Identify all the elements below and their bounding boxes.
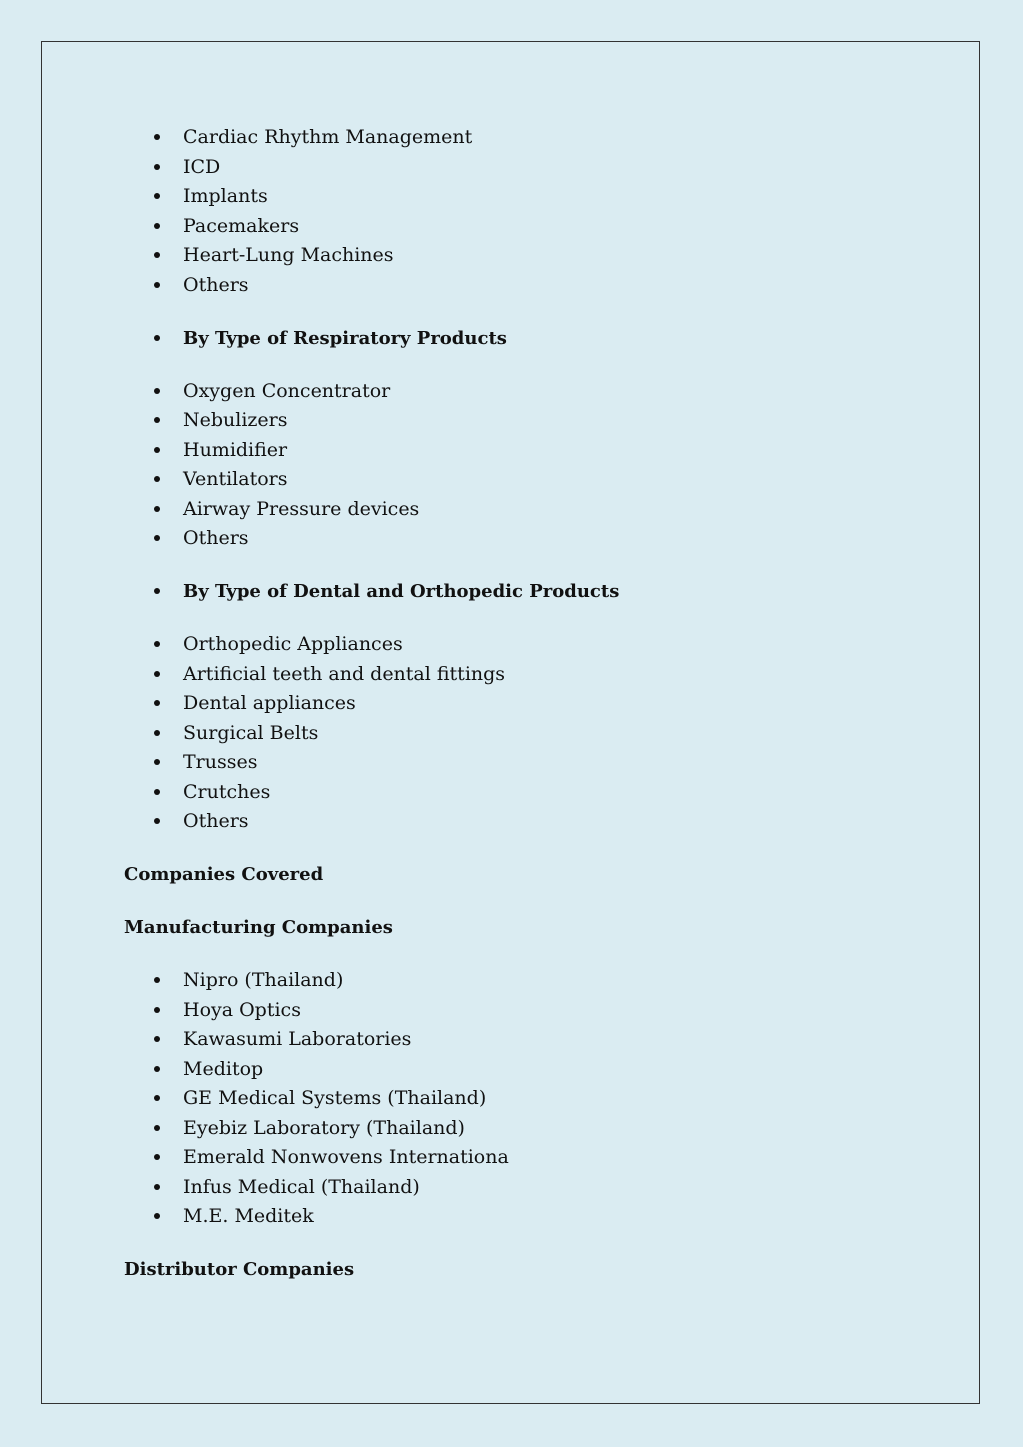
- list-item: Orthopedic Appliances: [154, 629, 403, 659]
- list-item: Oxygen Concentrator: [154, 376, 390, 406]
- list-item: Implants: [154, 181, 268, 211]
- bullet-icon: [154, 671, 160, 677]
- bullet-icon: [154, 388, 160, 394]
- list-item: Nipro (Thailand): [154, 965, 343, 995]
- list-item: Emerald Nonwovens Internationa: [154, 1142, 509, 1172]
- list-item: Eyebiz Laboratory (Thailand): [154, 1113, 465, 1143]
- bullet-icon: [154, 193, 160, 199]
- list-item: Crutches: [154, 777, 270, 807]
- list-item: Airway Pressure devices: [154, 494, 419, 524]
- list-item: Pacemakers: [154, 211, 299, 241]
- bullet-icon: [154, 1213, 160, 1219]
- bullet-icon: [154, 1007, 160, 1013]
- list-item: Others: [154, 806, 249, 836]
- bullet-icon: [154, 977, 160, 983]
- bullet-icon: [154, 641, 160, 647]
- bullet-icon: [154, 223, 160, 229]
- list-item: Dental appliances: [154, 688, 356, 718]
- bullet-icon: [154, 506, 160, 512]
- list-item: Ventilators: [154, 464, 287, 494]
- bullet-icon: [154, 1184, 160, 1190]
- bullet-icon: [154, 700, 160, 706]
- list-item: Kawasumi Laboratories: [154, 1024, 411, 1054]
- bullet-icon: [154, 164, 160, 170]
- list-item: Humidifier: [154, 435, 287, 465]
- bullet-icon: [154, 730, 160, 736]
- bullet-icon: [154, 476, 160, 482]
- bullet-icon: [154, 282, 160, 288]
- list-item: Trusses: [154, 747, 258, 777]
- list-item: GE Medical Systems (Thailand): [154, 1083, 486, 1113]
- bullet-icon: [154, 1154, 160, 1160]
- bullet-icon: [154, 1095, 160, 1101]
- bullet-icon: [154, 417, 160, 423]
- bullet-icon: [154, 588, 160, 594]
- page-frame: [41, 41, 980, 1404]
- section-heading-dental: By Type of Dental and Orthopedic Products: [154, 576, 619, 606]
- list-item: Cardiac Rhythm Management: [154, 122, 472, 152]
- list-item: Meditop: [154, 1054, 263, 1084]
- list-item: Heart-Lung Machines: [154, 240, 394, 270]
- list-item: Nebulizers: [154, 405, 288, 435]
- bullet-icon: [154, 818, 160, 824]
- bullet-icon: [154, 1036, 160, 1042]
- list-item: Others: [154, 523, 249, 553]
- list-item: Infus Medical (Thailand): [154, 1172, 420, 1202]
- manufacturing-companies-heading: Manufacturing Companies: [124, 916, 393, 938]
- list-item: ICD: [154, 152, 220, 182]
- bullet-icon: [154, 134, 160, 140]
- bullet-icon: [154, 252, 160, 258]
- bullet-icon: [154, 759, 160, 765]
- bullet-icon: [154, 447, 160, 453]
- bullet-icon: [154, 789, 160, 795]
- list-item: Artificial teeth and dental fittings: [154, 659, 505, 689]
- list-item: M.E. Meditek: [154, 1201, 314, 1231]
- bullet-icon: [154, 1125, 160, 1131]
- companies-covered-heading: Companies Covered: [124, 863, 324, 885]
- list-item: Others: [154, 270, 249, 300]
- section-heading-respiratory: By Type of Respiratory Products: [154, 323, 507, 353]
- distributor-companies-heading: Distributor Companies: [124, 1258, 355, 1280]
- bullet-icon: [154, 535, 160, 541]
- bullet-icon: [154, 1066, 160, 1072]
- list-item: Hoya Optics: [154, 995, 301, 1025]
- list-item: Surgical Belts: [154, 718, 318, 748]
- bullet-icon: [154, 335, 160, 341]
